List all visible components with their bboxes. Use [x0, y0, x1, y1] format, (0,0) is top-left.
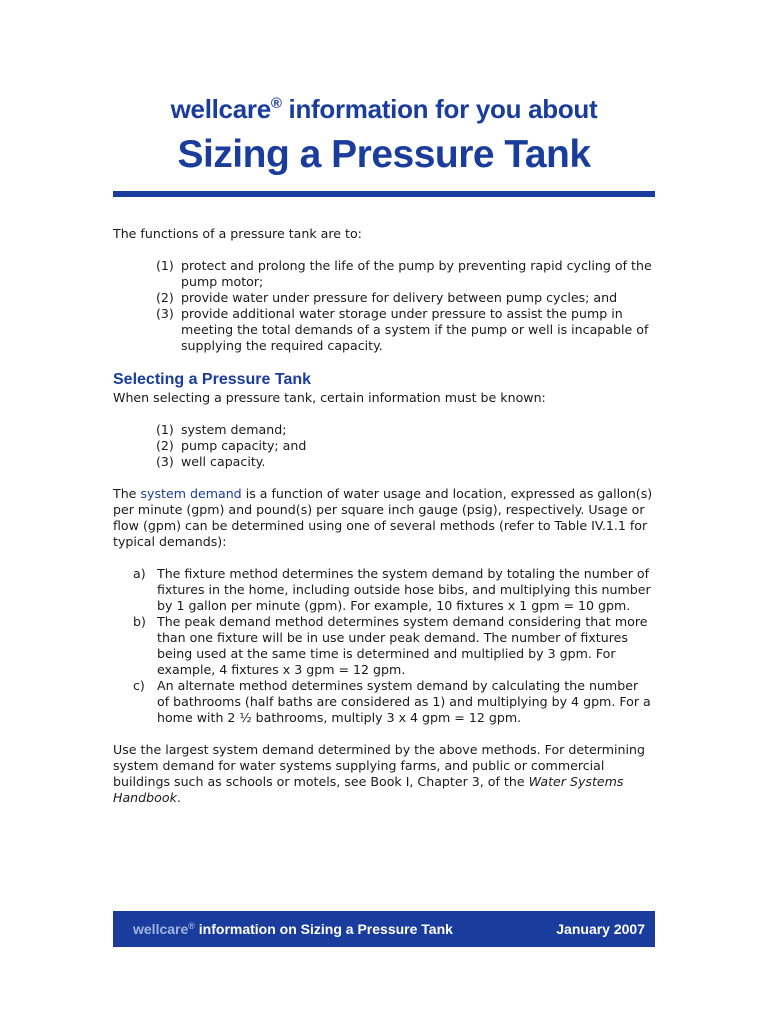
paragraph-prefix: The [113, 486, 141, 501]
list-item-text: well capacity. [181, 454, 266, 469]
paragraph-text: is a function of water usage and location, expressed as gallon(s) per minute (gpm) and pound(s) per square inch gauge (psig), respectively. Usage or flow (gpm) can be determined using one of several methods (refer to Table IV.1.1 for typical demands): [113, 486, 653, 549]
footer-date: January 2007 [556, 921, 645, 937]
list-item [113, 290, 653, 306]
list-item-text: provide additional water storage under pressure to assist the pump in meeting the total demands of a system if the pump or well is incapable of supplying the required capacity. [181, 306, 649, 353]
list-item-text: provide water under pressure for delivery between pump cycles; and [181, 290, 618, 305]
list-item [113, 422, 653, 438]
footer-registered-mark: ® [188, 921, 195, 931]
footer-bar [113, 911, 655, 947]
selecting-lead: When selecting a pressure tank, certain information must be known: [113, 390, 546, 405]
list-item [113, 678, 653, 726]
list-item-letter: b) [133, 614, 146, 629]
header-tagline [113, 92, 655, 126]
list-item-number: (3) [156, 454, 174, 469]
footer-title [133, 921, 453, 937]
list-item-text: The fixture method determines the system demand by totaling the number of fixtures in the home, including outside hose bibs, and multiplying this number by 1 gallon per minute (gpm). For example, 10 fixtures x 1 gpm = 10 gpm. [157, 566, 651, 613]
list-item-number: (1) [156, 422, 174, 437]
list-item-text: protect and prolong the life of the pump by preventing rapid cycling of the pump motor; [181, 258, 652, 289]
list-item [113, 306, 653, 354]
list-item [113, 258, 653, 290]
list-item [113, 614, 653, 678]
closing-paragraph [113, 742, 653, 806]
document-body [113, 226, 653, 806]
system-demand-paragraph [113, 486, 653, 550]
list-item-number: (2) [156, 290, 174, 305]
list-item [113, 454, 653, 470]
list-item-number: (2) [156, 438, 174, 453]
required-info-list [113, 422, 653, 470]
section-heading-selecting: Selecting a Pressure Tank [113, 371, 312, 388]
list-item-text: The peak demand method determines system demand considering that more than one fixture will be in use under peak demand. The number of fixtures being used at the same time is determined and multiplied by 3 gpm. For example, 4 fixtures x 3 gpm = 12 gpm. [157, 614, 648, 677]
header-tagline-text: information for you about [281, 94, 598, 124]
list-item-number: (1) [156, 258, 174, 273]
system-demand-term: system demand [140, 486, 242, 501]
registered-mark: ® [270, 95, 282, 112]
list-item-letter: a) [133, 566, 146, 581]
list-item-text: An alternate method determines system demand by calculating the number of bathrooms (half baths are considered as 1) and multiplying by 4 gpm. For a home with 2 ½ bathrooms, multiply 3 x 4 gpm = 12 gpm. [157, 678, 651, 725]
header-brand: wellcare [170, 94, 271, 124]
functions-list [113, 258, 653, 354]
page-title: Sizing a Pressure Tank [177, 133, 591, 176]
closing-end: . [176, 790, 181, 805]
list-item-text: system demand; [181, 422, 287, 437]
list-item [113, 438, 653, 454]
list-item-number: (3) [156, 306, 174, 321]
intro-lead: The functions of a pressure tank are to: [113, 226, 362, 241]
closing-text: Use the largest system demand determined by the above methods. For determining system demand for water systems supplying farms, and public or commercial buildings such as schools or motels, see Book I, Chapter 3, of the [113, 742, 645, 789]
methods-list [113, 566, 653, 726]
footer-brand: wellcare [133, 921, 189, 937]
book-title: Water Systems Handbook [113, 774, 624, 805]
header-rule [113, 191, 655, 197]
list-item [113, 566, 653, 614]
footer-title-text: information on Sizing a Pressure Tank [194, 921, 453, 937]
list-item-text: pump capacity; and [181, 438, 307, 453]
list-item-letter: c) [133, 678, 145, 693]
document-header [113, 92, 655, 180]
